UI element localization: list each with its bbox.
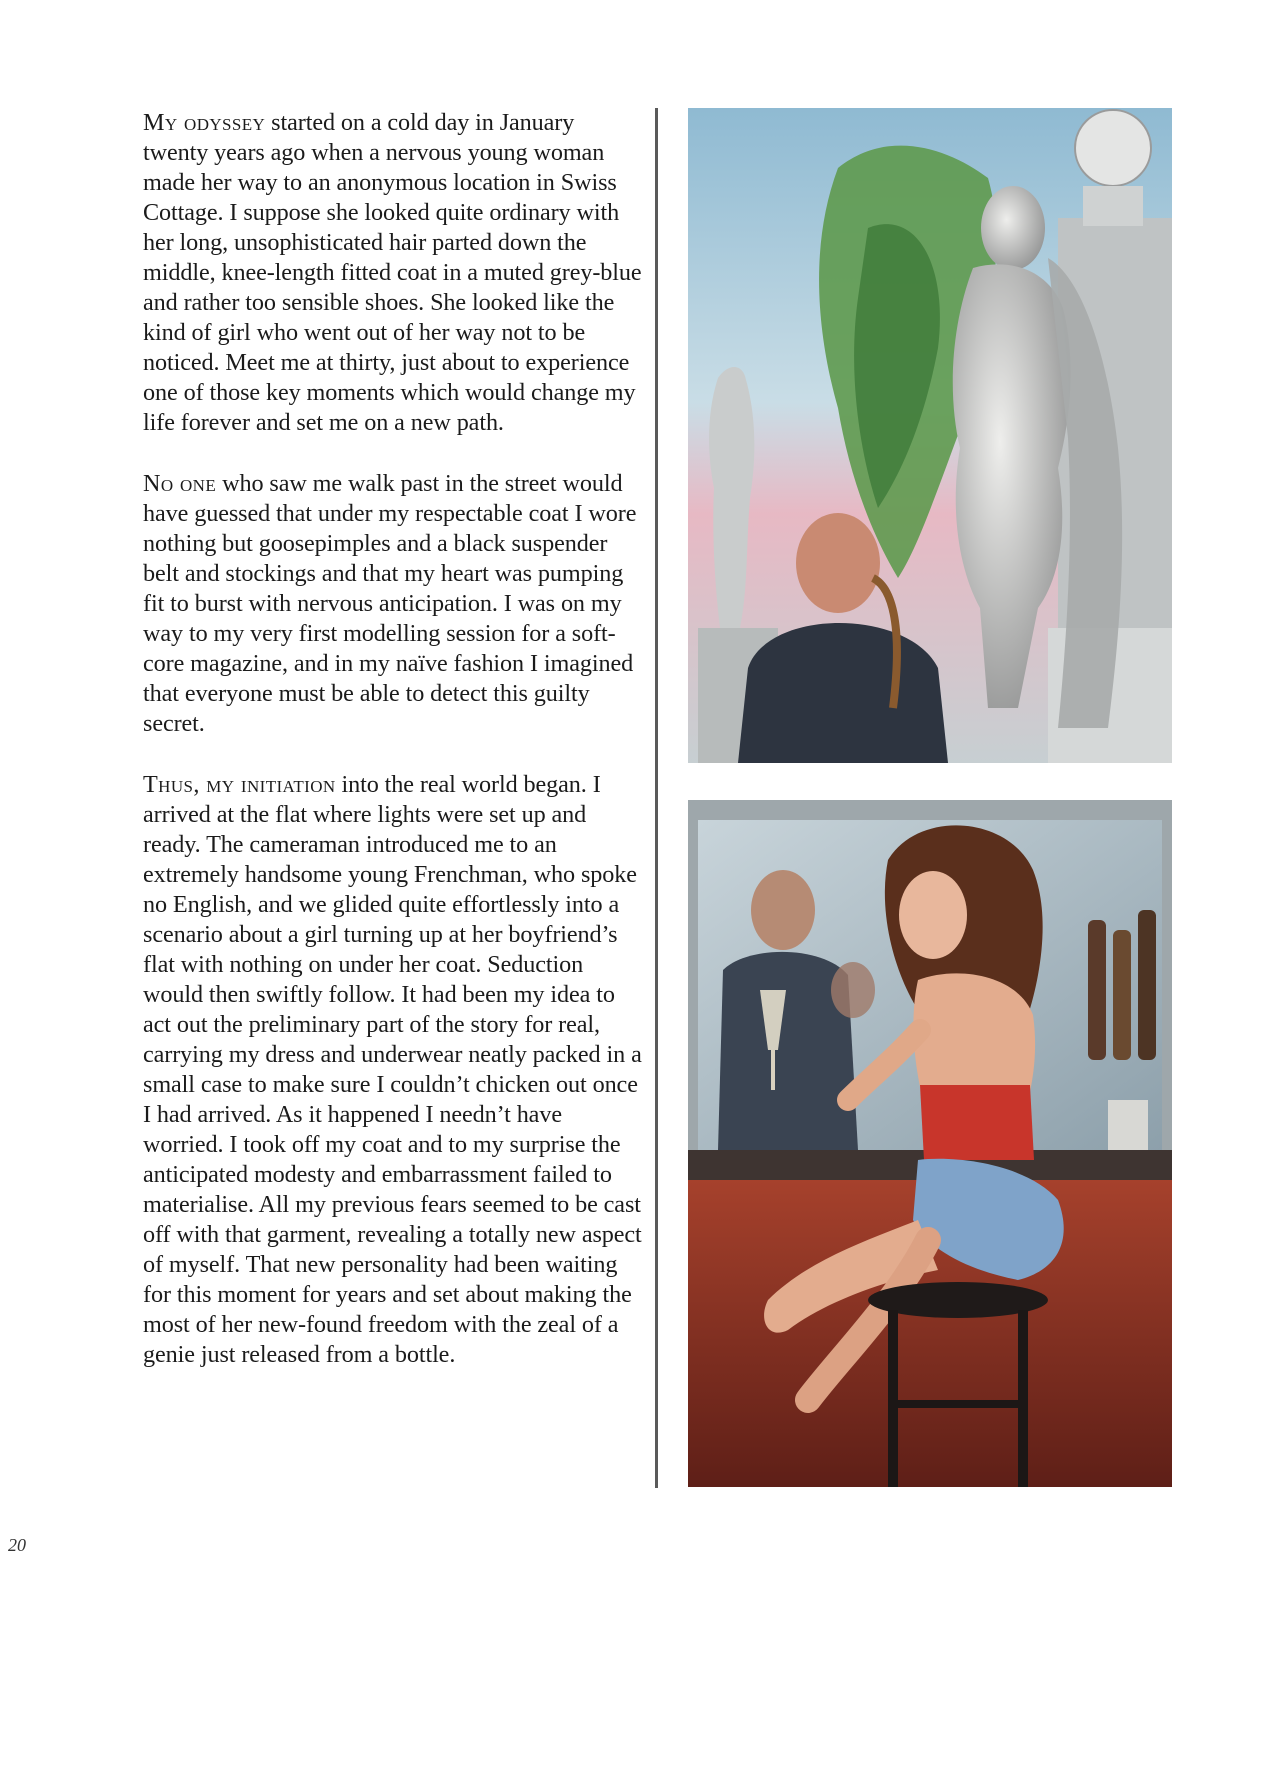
- text-column: [143, 108, 643, 1401]
- column-divider: [655, 108, 658, 1488]
- paragraph-lead: My odyssey: [143, 109, 266, 136]
- paragraph-2: [143, 469, 643, 739]
- illustration-statue-garden: [688, 108, 1172, 763]
- paragraph-lead: No one: [143, 470, 217, 497]
- paragraph-3: [143, 770, 643, 1370]
- paragraph-body: started on a cold day in January twenty years ago when a nervous young woman made her way to an anonymous location in Swiss Cottage. I suppose she looked quite ordinary with her long, unsophisticated hair parted down the middle, knee-length fitted coat in a muted grey-blue and rather too sensible shoes. She looked like the kind of girl who went out of her way not to be noticed. Meet me at thirty, just about to experience one of those key moments which would change my life forever and set me on a new path.: [143, 109, 642, 436]
- paragraph-lead: Thus, my initiation: [143, 771, 336, 798]
- paragraph-1: [143, 108, 643, 438]
- paragraph-body: who saw me walk past in the street would have guessed that under my respectable coat I wore nothing but goosepimples and a black suspender belt and stockings and that my heart was pumping fit to burst with nervous anticipation. I was on my way to my very first modelling session for a soft-core magazine, and in my naïve fashion I imagined that everyone must be able to detect this guilty secret.: [143, 470, 637, 737]
- statue-garden-image: [688, 108, 1172, 763]
- bar-scene-image: [688, 800, 1172, 1487]
- paragraph-body: into the real world began. I arrived at the flat where lights were set up and ready. The cameraman introduced me to an extremely handsome young Frenchman, who spoke no English, and we glided quite effortlessly into a scenario about a girl turning up at her boyfriend’s flat with nothing on under her coat. Seduction would then swiftly follow. It had been my idea to act out the preliminary part of the story for real, carrying my dress and underwear neatly packed in a small case to make sure I couldn’t chicken out once I had arrived. As it happened I needn’t have worried. I took off my coat and to my surprise the anticipated modesty and embarrassment failed to materialise. All my previous fears seemed to be cast off with that garment, revealing a totally new aspect of myself. That new personality had been waiting for this moment for years and set about making the most of her new-found freedom with the zeal of a genie just released from a bottle.: [143, 771, 642, 1368]
- illustration-bar-scene: [688, 800, 1172, 1487]
- page-number: 20: [8, 1535, 26, 1555]
